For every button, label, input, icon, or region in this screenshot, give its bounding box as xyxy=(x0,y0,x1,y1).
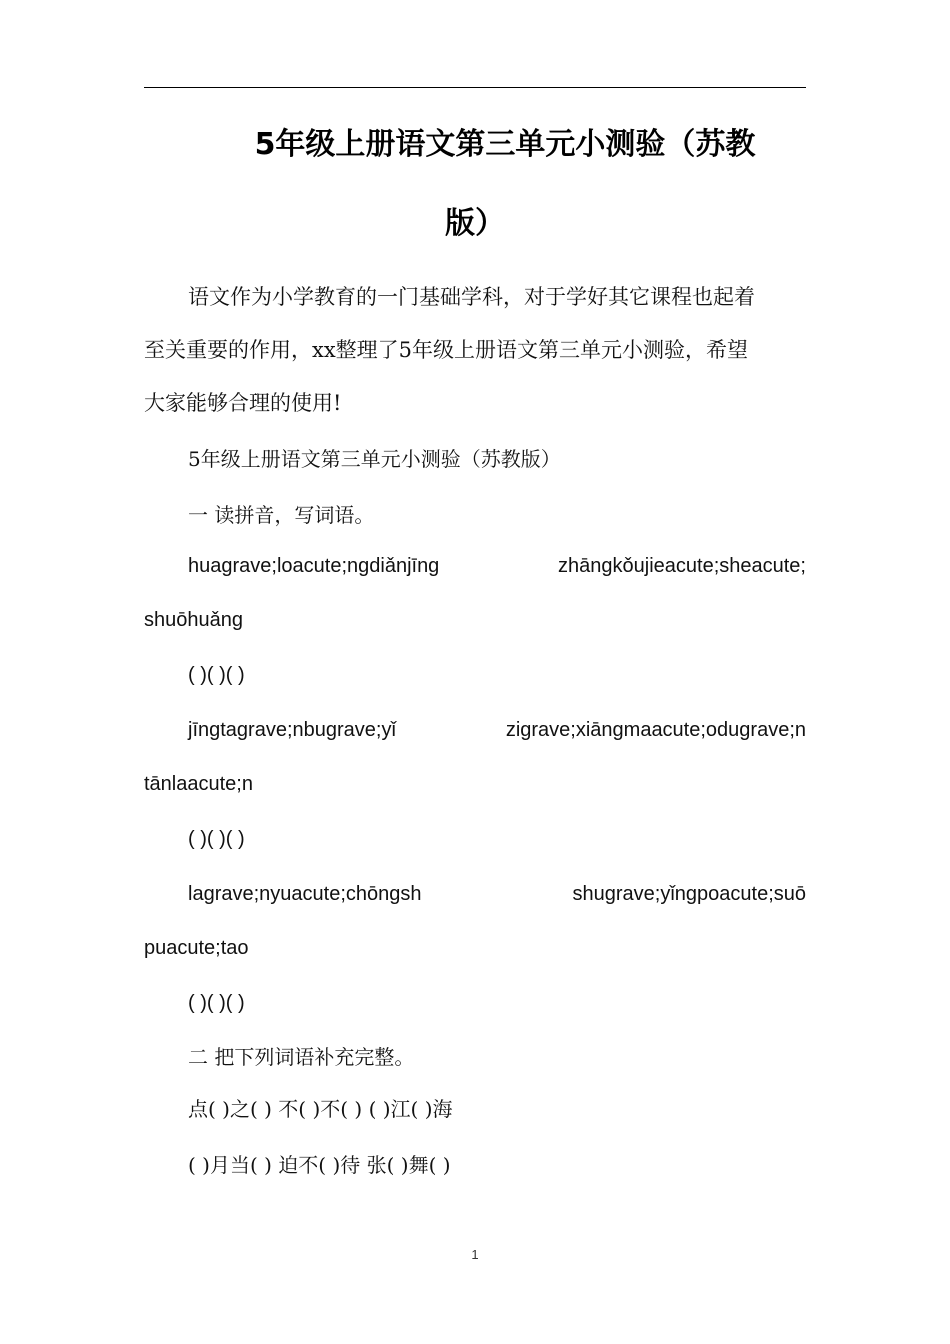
intro-paragraph-line2: 至关重要的作用，xx整理了5年级上册语文第三单元小测验，希望 xyxy=(144,338,749,362)
pinyin-row1-right: zhāngkǒujieacute;sheacute; xyxy=(558,555,806,577)
pinyin-row3-wrap: puacute;tao xyxy=(144,937,249,959)
header-rule xyxy=(144,87,806,88)
answer-blanks-row2: ( )( )( ) xyxy=(188,828,245,850)
section1-heading: 一 读拼音，写词语。 xyxy=(188,503,375,527)
pinyin-row1 xyxy=(188,552,806,580)
pinyin-row2-wrap: tānlaacute;n xyxy=(144,773,253,795)
page-number: 1 xyxy=(471,1247,479,1262)
pinyin-row2-left: jīngtagrave;nbugrave;yǐ xyxy=(188,719,396,741)
pinyin-row3-left: lagrave;nyuacute;chōngsh xyxy=(188,883,422,905)
fill-in-row1: 点( )之( ) 不( )不( ) ( )江( )海 xyxy=(188,1097,453,1121)
pinyin-row3-right: shugrave;yǐngpoacute;suō xyxy=(572,883,806,905)
pinyin-row3 xyxy=(188,880,806,908)
intro-paragraph-line1: 语文作为小学教育的一门基础学科，对于学好其它课程也起着 xyxy=(188,285,755,309)
pinyin-row1-wrap: shuōhuǎng xyxy=(144,609,243,631)
intro-paragraph-line3: 大家能够合理的使用! xyxy=(144,391,342,415)
pinyin-row2 xyxy=(188,716,806,744)
quiz-subtitle: 5年级上册语文第三单元小测验（苏教版） xyxy=(188,447,561,471)
section2-heading: 二 把下列词语补充完整。 xyxy=(188,1045,415,1069)
answer-blanks-row1: ( )( )( ) xyxy=(188,664,245,686)
pinyin-row1-left: huagrave;loacute;ngdiǎnjīng xyxy=(188,555,440,577)
document-title-line2: 版） xyxy=(445,206,505,241)
pinyin-row2-right: zigrave;xiāngmaacute;odugrave;n xyxy=(505,719,806,741)
fill-in-row2: ( )月当( ) 迫不( )待 张( )舞( ) xyxy=(188,1153,451,1177)
answer-blanks-row3: ( )( )( ) xyxy=(188,992,245,1014)
document-title-line1: 5年级上册语文第三单元小测验（苏教 xyxy=(254,127,756,162)
